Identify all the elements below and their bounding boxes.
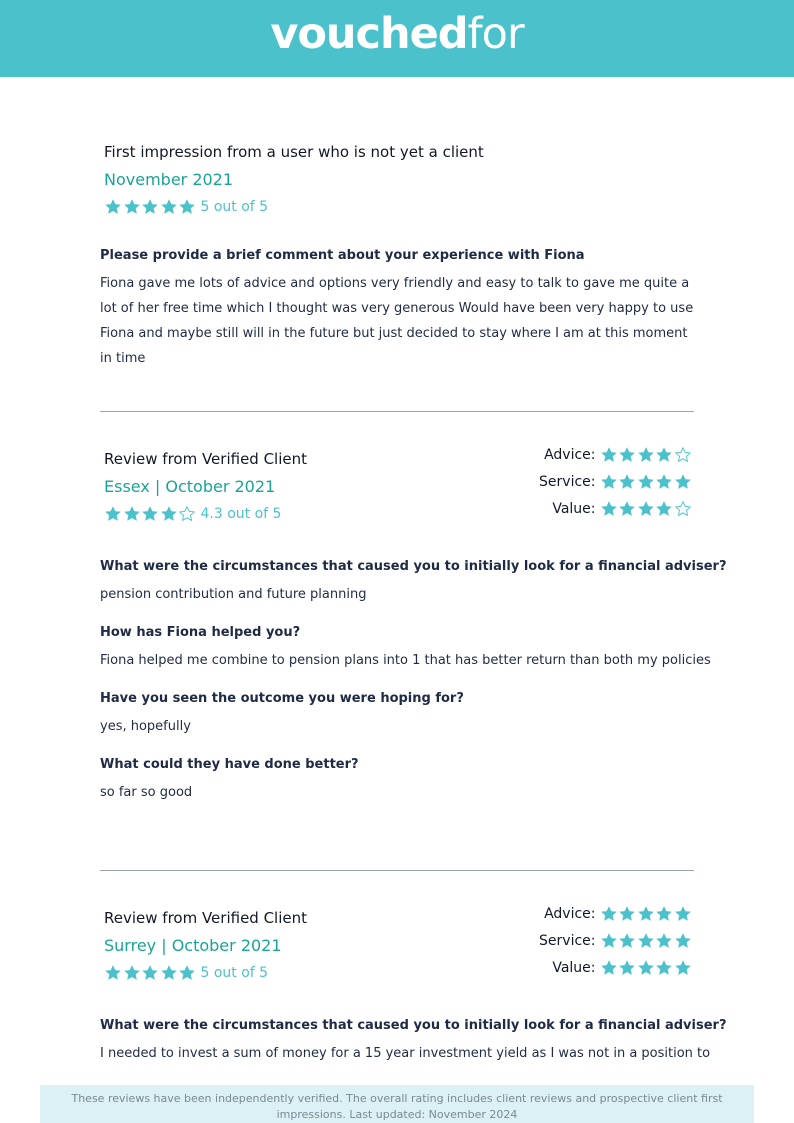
review-answer: Fiona helped me combine to pension plans into 1 that has better return than both my policies	[100, 653, 711, 668]
star-filled-icon	[160, 964, 178, 982]
review-question: How has Fiona helped you?	[100, 625, 301, 640]
overall-score: 5 out of 5	[200, 965, 269, 981]
star-filled-icon	[637, 905, 655, 923]
category-label: Service:	[539, 474, 596, 490]
star-filled-icon	[123, 964, 141, 982]
category-value	[552, 499, 692, 519]
review-type: Review from Verified Client	[104, 450, 308, 468]
star-filled-icon	[600, 473, 618, 491]
category-advice	[544, 904, 692, 924]
header-bar	[0, 0, 794, 77]
logo-light-part: for	[467, 9, 524, 59]
star-filled-icon	[637, 959, 655, 977]
star-row	[600, 446, 693, 464]
verification-footer	[40, 1085, 754, 1123]
vouchedfor-logo[interactable]	[270, 9, 524, 59]
star-row	[104, 198, 197, 216]
star-row	[600, 905, 693, 923]
star-empty-icon	[674, 446, 692, 464]
star-filled-icon	[655, 446, 673, 464]
review-type: First impression from a user who is not yet a client	[104, 143, 484, 161]
category-label: Advice:	[544, 906, 596, 922]
star-filled-icon	[618, 473, 636, 491]
star-row	[104, 964, 197, 982]
star-filled-icon	[123, 198, 141, 216]
star-filled-icon	[618, 905, 636, 923]
star-filled-icon	[141, 505, 159, 523]
category-label: Value:	[552, 960, 596, 976]
overall-star-rating	[104, 963, 268, 983]
review-question: What were the circumstances that caused you to initially look for a financial adviser?	[100, 1018, 727, 1033]
star-filled-icon	[618, 932, 636, 950]
star-empty-icon	[178, 505, 196, 523]
star-row	[600, 500, 693, 518]
overall-star-rating	[104, 504, 281, 524]
star-filled-icon	[655, 473, 673, 491]
star-filled-icon	[618, 500, 636, 518]
star-filled-icon	[674, 905, 692, 923]
category-label: Service:	[539, 933, 596, 949]
star-filled-icon	[674, 932, 692, 950]
star-row	[600, 473, 693, 491]
star-filled-icon	[600, 905, 618, 923]
review-question: Please provide a brief comment about your experience with Fiona	[100, 248, 585, 263]
star-filled-icon	[104, 964, 122, 982]
star-filled-icon	[674, 959, 692, 977]
category-value	[552, 958, 692, 978]
divider	[100, 870, 694, 871]
star-filled-icon	[160, 198, 178, 216]
review-date: Surrey | October 2021	[104, 936, 282, 955]
review-type: Review from Verified Client	[104, 909, 308, 927]
footer-text: These reviews have been independently verified. The overall rating includes client reviews and prospective client first impressions. Last updated: November 2024	[71, 1092, 723, 1121]
star-filled-icon	[141, 198, 159, 216]
review-answer: Fiona gave me lots of advice and options very friendly and easy to talk to gave me quite a lot of her free time which I thought was very generous Would have been very happy to use Fiona and maybe still will in the future but just decided to stay where I am at this moment in time	[100, 276, 694, 366]
overall-star-rating	[104, 197, 268, 217]
star-filled-icon	[600, 446, 618, 464]
star-filled-icon	[600, 500, 618, 518]
review-question: What could they have done better?	[100, 757, 359, 772]
category-label: Value:	[552, 501, 596, 517]
star-filled-icon	[600, 932, 618, 950]
star-filled-icon	[637, 932, 655, 950]
divider	[100, 411, 694, 412]
review-answer: yes, hopefully	[100, 719, 191, 734]
star-filled-icon	[618, 959, 636, 977]
review-answer: I needed to invest a sum of money for a 15 year investment yield as I was not in a position to	[100, 1046, 711, 1061]
review-date: November 2021	[104, 170, 234, 189]
star-filled-icon	[655, 500, 673, 518]
star-filled-icon	[160, 505, 178, 523]
star-filled-icon	[141, 964, 159, 982]
review-question: What were the circumstances that caused you to initially look for a financial adviser?	[100, 559, 727, 574]
review-answer: pension contribution and future planning	[100, 587, 367, 602]
category-label: Advice:	[544, 447, 596, 463]
star-filled-icon	[655, 905, 673, 923]
star-filled-icon	[104, 198, 122, 216]
review-date: Essex | October 2021	[104, 477, 276, 496]
category-service	[539, 472, 692, 492]
category-service	[539, 931, 692, 951]
review-answer: so far so good	[100, 785, 193, 800]
star-filled-icon	[637, 500, 655, 518]
star-filled-icon	[178, 198, 196, 216]
star-filled-icon	[655, 932, 673, 950]
star-filled-icon	[618, 446, 636, 464]
review-question: Have you seen the outcome you were hoping for?	[100, 691, 464, 706]
overall-score: 4.3 out of 5	[200, 506, 282, 522]
star-filled-icon	[104, 505, 122, 523]
star-filled-icon	[123, 505, 141, 523]
star-empty-icon	[674, 500, 692, 518]
star-row	[104, 505, 197, 523]
logo-bold-part: vouched	[270, 9, 468, 59]
category-advice	[544, 445, 692, 465]
star-filled-icon	[600, 959, 618, 977]
overall-score: 5 out of 5	[200, 199, 269, 215]
star-filled-icon	[655, 959, 673, 977]
star-filled-icon	[674, 473, 692, 491]
star-row	[600, 959, 693, 977]
star-filled-icon	[637, 473, 655, 491]
star-filled-icon	[637, 446, 655, 464]
star-filled-icon	[178, 964, 196, 982]
star-row	[600, 932, 693, 950]
